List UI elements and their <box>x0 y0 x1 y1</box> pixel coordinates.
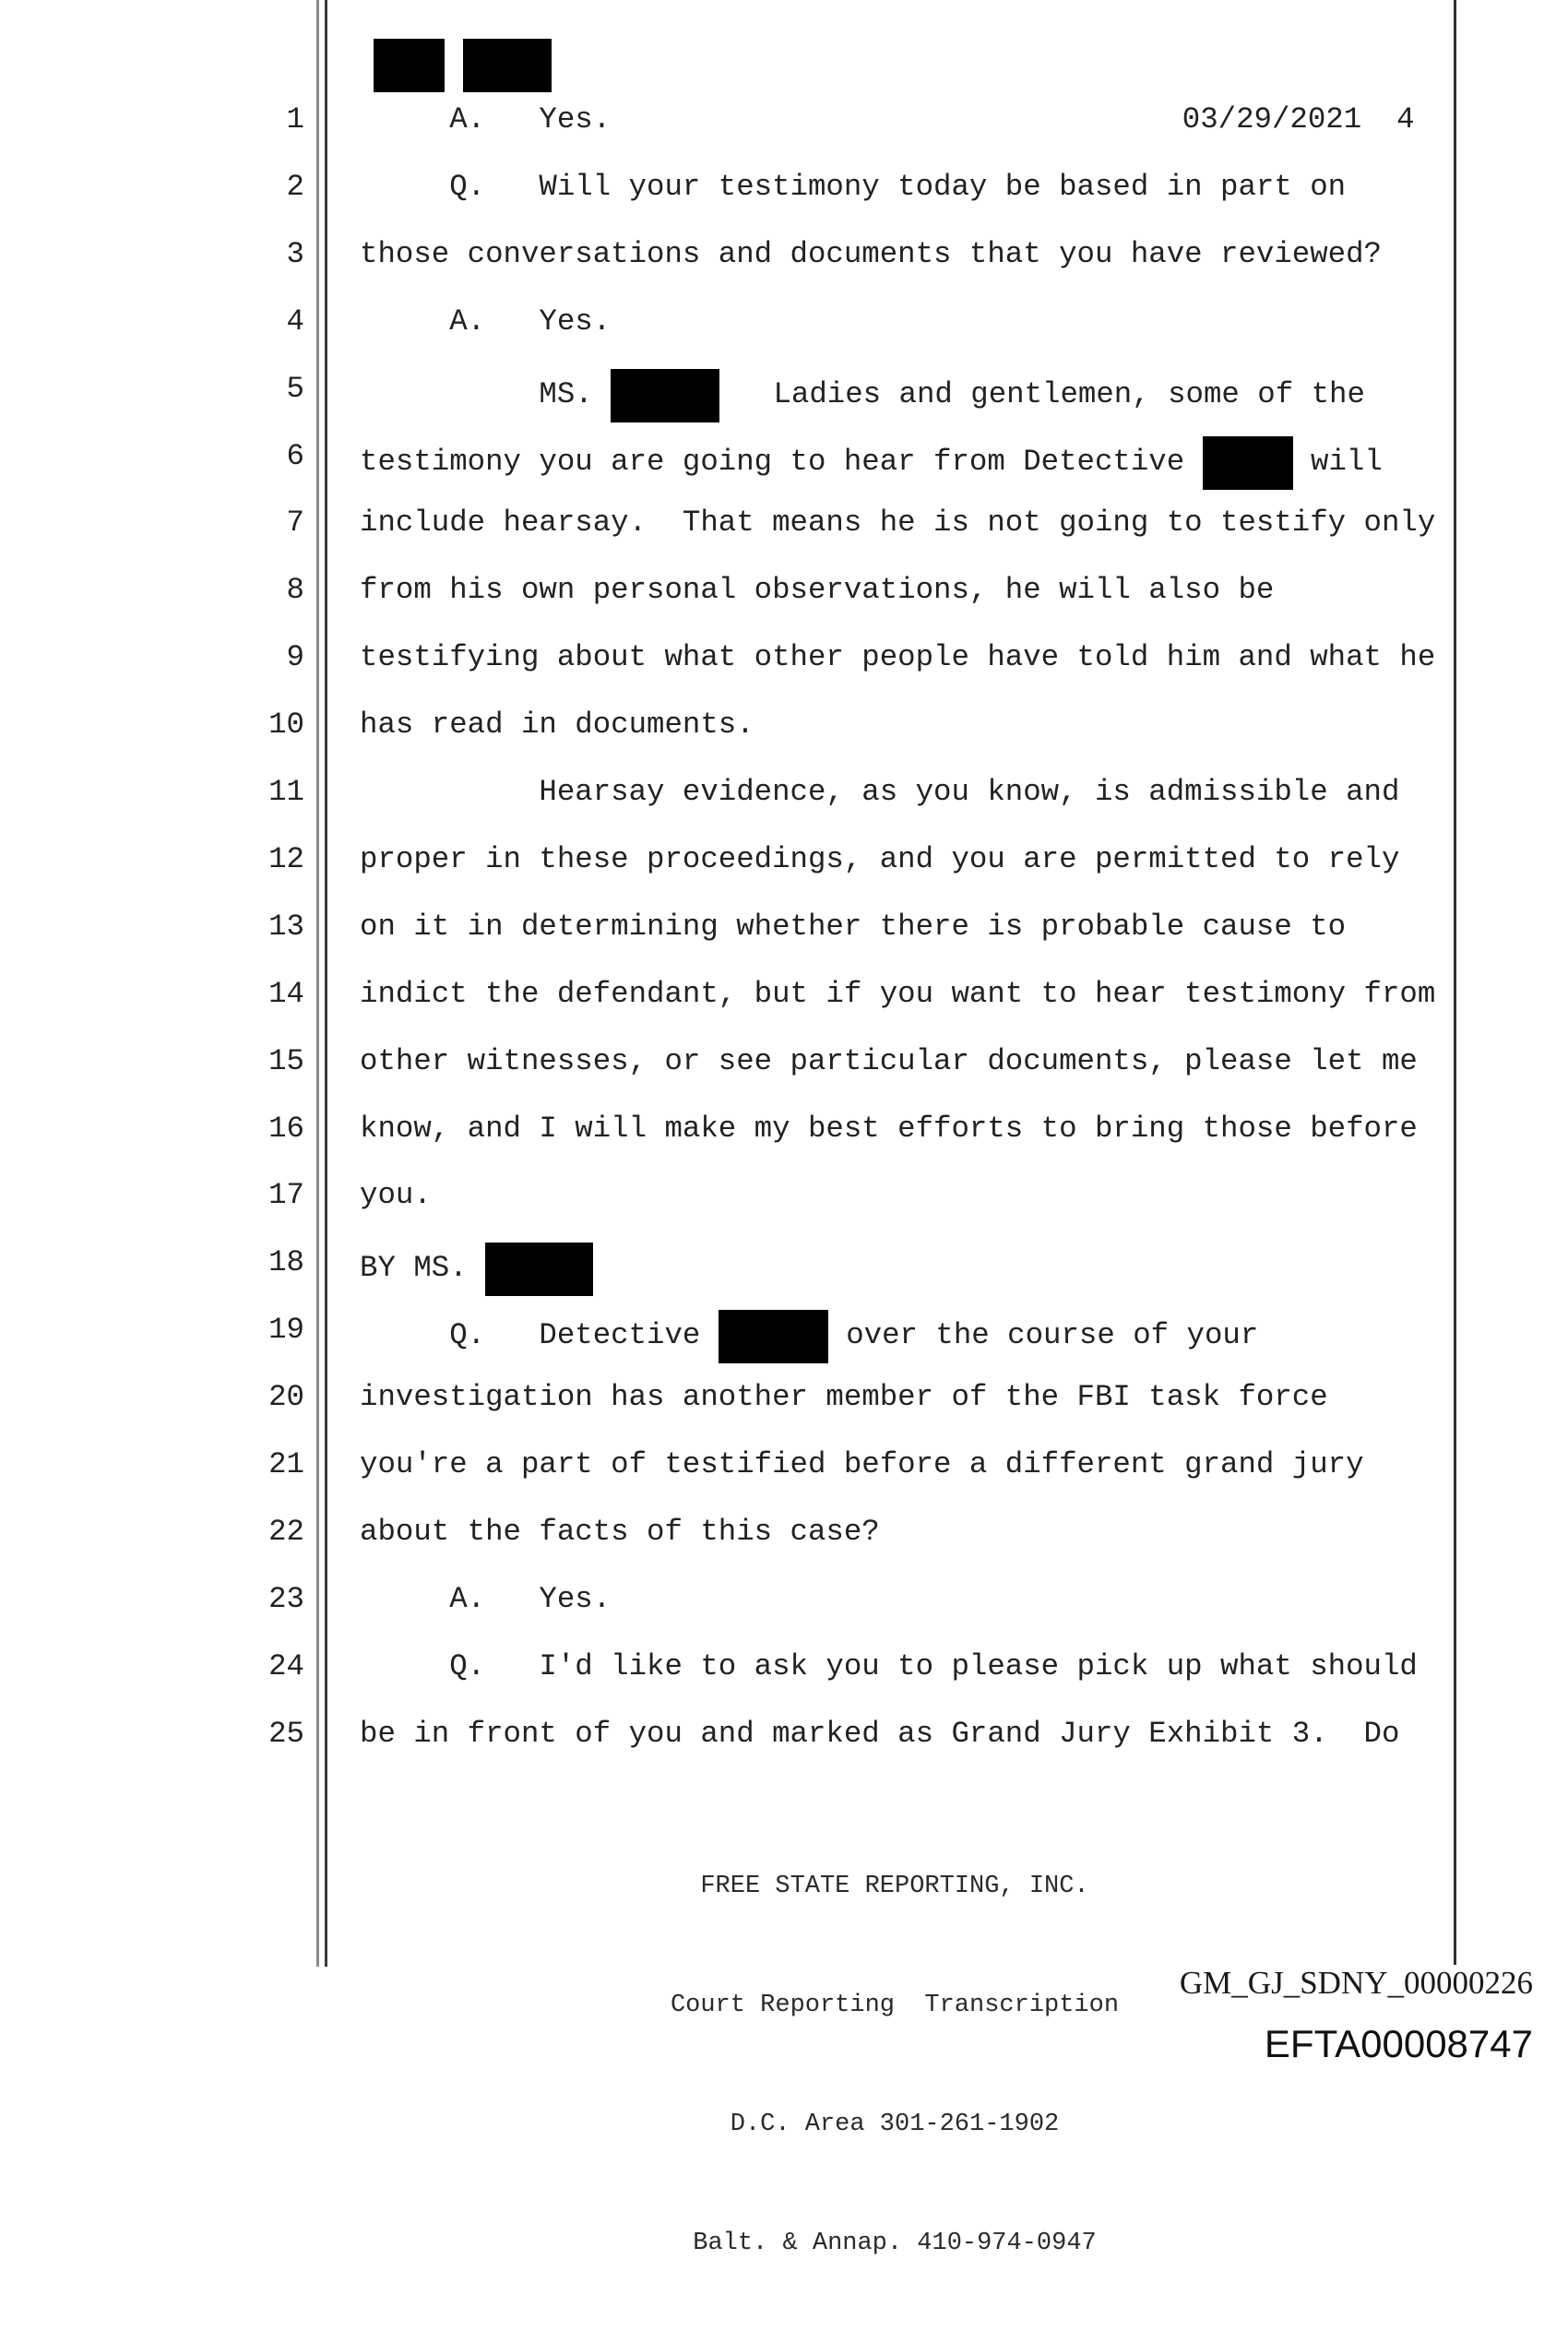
line-text: other witnesses, or see particular documents, please let me <box>360 1043 1418 1078</box>
transcript-line <box>0 1310 1568 1353</box>
transcript-line <box>0 234 1568 275</box>
transcript-line <box>0 503 1568 543</box>
line-number: 16 <box>268 1111 304 1146</box>
line-text: from his own personal observations, he will also be <box>360 573 1275 608</box>
line-number: 5 <box>286 371 304 406</box>
line-number: 21 <box>268 1447 304 1481</box>
redaction-box <box>463 39 552 92</box>
line-number: 17 <box>268 1178 304 1213</box>
line-text: Q. Will your testimony today be based in part on <box>360 169 1347 204</box>
line-text: about the facts of this case? <box>360 1514 880 1549</box>
bates-exhibit-number: EFTA00008747 <box>1264 2022 1533 2065</box>
transcript-line <box>0 772 1568 813</box>
line-text: testifying about what other people have told him and what he <box>360 640 1436 675</box>
line-text: A. Yes. <box>360 102 612 137</box>
transcript-line <box>0 637 1568 678</box>
transcript-line <box>0 1512 1568 1552</box>
line-number: 14 <box>268 976 304 1011</box>
transcript-line <box>0 1377 1568 1418</box>
line-text: investigation has another member of the FBI task force <box>360 1380 1328 1415</box>
line-number: 4 <box>286 303 304 339</box>
transcript-line <box>0 100 1568 140</box>
transcript-line <box>0 1041 1568 1082</box>
line-number: 24 <box>268 1648 304 1683</box>
line-number: 9 <box>286 640 304 675</box>
transcript-line <box>0 705 1568 745</box>
header-date: 03/29/2021 <box>1182 102 1362 137</box>
line-number: 12 <box>268 841 304 876</box>
transcript-line <box>0 167 1568 208</box>
line-text: you. <box>360 1178 432 1213</box>
footer-phone-dc: D.C. Area 301-261-1902 <box>730 2111 1060 2138</box>
transcript-line <box>0 1175 1568 1216</box>
line-text: you're a part of testified before a different grand jury <box>360 1447 1364 1481</box>
line-number: 1 <box>286 102 304 137</box>
redaction-box <box>374 39 445 92</box>
line-number: 25 <box>268 1716 304 1751</box>
line-text: indict the defendant, but if you want to hear testimony from <box>360 976 1436 1011</box>
transcript-line <box>0 839 1568 880</box>
transcript-line <box>0 1647 1568 1687</box>
transcript-line <box>0 302 1568 342</box>
line-number: 7 <box>286 505 304 541</box>
footer-services: Court Reporting Transcription <box>670 1992 1120 2019</box>
line-text: A. Yes. <box>360 1581 612 1616</box>
transcript-line <box>0 1243 1568 1286</box>
redaction-box <box>611 369 719 422</box>
line-text: A. Yes. <box>360 303 612 339</box>
line-number: 13 <box>268 909 304 944</box>
line-number: 22 <box>268 1514 304 1549</box>
line-number: 18 <box>268 1245 304 1280</box>
line-number: 6 <box>286 438 304 473</box>
line-number: 19 <box>268 1313 304 1348</box>
transcript-line <box>0 436 1568 477</box>
line-text: be in front of you and marked as Grand Jury Exhibit 3. Do <box>360 1716 1400 1751</box>
redaction-box <box>485 1243 593 1296</box>
transcript-line <box>0 1109 1568 1149</box>
line-number: 23 <box>268 1581 304 1616</box>
line-number: 11 <box>268 775 304 809</box>
line-number: 15 <box>268 1043 304 1078</box>
line-text: has read in documents. <box>360 708 754 743</box>
line-number: 3 <box>286 236 304 271</box>
line-text: on it in determining whether there is probable cause to <box>360 909 1347 944</box>
transcript-line <box>0 1579 1568 1620</box>
line-text: Hearsay evidence, as you know, is admissible and <box>360 775 1400 809</box>
transcript-line <box>0 369 1568 410</box>
transcript-line <box>0 1445 1568 1485</box>
line-text: testimony you are going to hear from Detective will <box>360 436 1383 490</box>
line-text: include hearsay. That means he is not going to testify only <box>360 505 1436 541</box>
line-text: BY MS. <box>360 1243 593 1296</box>
footer-company: FREE STATE REPORTING, INC. <box>700 1873 1089 1900</box>
line-text: Q. I'd like to ask you to please pick up what should <box>360 1648 1418 1683</box>
line-text: MS. Ladies and gentlemen, some of the <box>360 369 1365 422</box>
transcript-line <box>0 907 1568 947</box>
line-number: 20 <box>268 1380 304 1415</box>
line-text: Q. Detective over the course of your <box>360 1310 1258 1363</box>
redaction-box <box>719 1310 828 1363</box>
transcript-line <box>0 570 1568 611</box>
footer-phone-balt: Balt. & Annap. 410-974-0947 <box>693 2230 1097 2257</box>
line-text: know, and I will make my best efforts to bring those before <box>360 1111 1418 1146</box>
transcript-line <box>0 1714 1568 1754</box>
line-number: 8 <box>286 573 304 608</box>
line-number: 10 <box>268 708 304 743</box>
redaction-box <box>1203 436 1293 490</box>
header-page-number: 4 <box>1396 102 1415 137</box>
transcript-line <box>0 974 1568 1015</box>
line-text: those conversations and documents that you have reviewed? <box>360 236 1382 271</box>
line-text: proper in these proceedings, and you are permitted to rely <box>360 841 1400 876</box>
bates-production-number: GM_GJ_SDNY_00000226 <box>1179 1965 1533 2001</box>
line-number: 2 <box>286 169 304 204</box>
